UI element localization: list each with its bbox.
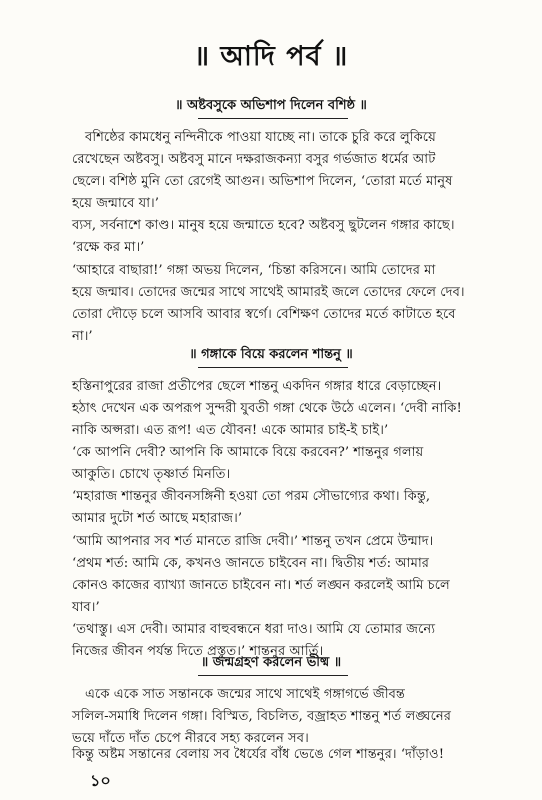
paragraph-line: সলিল-সমাধি দিলেন গঙ্গা। বিস্মিত, বিচলিত, বজ্রাহত শান্তনু শর্ত লঙ্ঘনের — [72, 709, 452, 724]
paragraph-line: ‘প্রথম শর্ত: আমি কে, কখনও জানতে চাইবেন না। দ্বিতীয় শর্ত: আমার — [72, 556, 430, 571]
paragraph-line: হস্তিনাপুরের রাজা প্রতীপের ছেলে শান্তনু একদিন গঙ্গার ধারে বেড়াচ্ছেন। — [72, 379, 442, 394]
paragraph-line: কোনও কাজের ব্যাখ্যা জানতে চাইবেন না। শর্ত লঙ্ঘন করলেই আমি চলে — [72, 578, 450, 593]
paragraph-line: ভয়ে দাঁতে দাঁত চেপে নীরবে সহ্য করলেন সব। — [72, 731, 309, 746]
paragraph-line: হঠাৎ দেখেন এক অপরূপ সুন্দরী যুবতী গঙ্গা থেকে উঠে এলেন। ‘দেবী নাকি! — [72, 401, 462, 416]
paragraph-line: নাকি অপ্সরা। এত রূপ! এত যৌবন! একে আমার চাই-ই চাই।’ — [72, 423, 389, 438]
section-title: ॥ গঙ্গাকে বিয়ে করলেন শান্তনু ॥ — [189, 347, 353, 362]
paragraph-line: হয়ে জন্মাবে যা।’ — [72, 196, 159, 211]
paragraph-line: নিজের জীবন পর্যন্ত দিতে প্রস্তুত।’ শান্তনুর আর্তি। — [72, 644, 324, 659]
paragraph-line: ছেলে। বশিষ্ঠ মুনি তো রেগেই আগুন। অভিশাপ দিলেন, ‘তোরা মর্তে মানুষ — [72, 174, 453, 189]
paragraph-line: তোরা দৌড়ে চলে আসবি আবার স্বর্গে। বেশিক্ষণ তোদের মর্তে কাটাতে হবে — [72, 307, 456, 322]
paragraph-line: আমার দুটো শর্ত আছে মহারাজ।’ — [72, 511, 243, 526]
paragraph-line: ‘তথাস্তু। এস দেবী। আমার বাহুবন্ধনে ধরা দাও। আমি যে তোমার জন্যে — [72, 622, 436, 637]
paragraph-line: ‘কে আপনি দেবী? আপনি কি আমাকে বিয়ে করবেন?’ শান্তনুর গলায় — [72, 445, 424, 460]
page-number: ১০ — [90, 771, 111, 790]
section-title: ॥ জন্মগ্রহণ করলেন ভীষ্ম ॥ — [200, 655, 342, 670]
paragraph-line: যাব।’ — [72, 600, 100, 615]
paragraph-line: একে একে সাত সন্তানকে জন্মের সাথে সাথেই গঙ্গাগর্ভে জীবন্ত — [85, 687, 406, 702]
paragraph-line: বশিষ্ঠের কামধেনু নন্দিনীকে পাওয়া যাচ্ছে না। তাকে চুরি করে লুকিয়ে — [85, 130, 436, 145]
paragraph-line: ‘আমি আপনার সব শর্ত মানতে রাজি দেবী।’ শান্তনু তখন প্রেমে উন্মাদ। — [72, 534, 434, 549]
chapter-title: ॥ আদি পর্ব ॥ — [193, 41, 349, 72]
paragraph-line: রেখেছেন অষ্টবসু। অষ্টবসু মানে দক্ষরাজকন্যা বসুর গর্ভজাত ধর্মের আট — [72, 152, 436, 167]
section-divider — [198, 675, 348, 676]
section-divider — [198, 118, 348, 119]
section-divider — [198, 367, 348, 368]
paragraph-line: ‘রক্ষে কর মা।’ — [72, 240, 145, 255]
paragraph-line: আকুতি। চোখে তৃষ্ণার্ত মিনতি। — [72, 467, 231, 482]
section-title: ॥ অষ্টবসুকে অভিশাপ দিলেন বশিষ্ঠ ॥ — [175, 98, 367, 113]
paragraph-line: না।’ — [72, 329, 93, 344]
paragraph-line: কিন্তু অষ্টম সন্তানের বেলায় সব ধৈর্যের বাঁধ ভেঙে গেল শান্তনুর। ‘দাঁড়াও! — [72, 747, 445, 762]
paragraph-line: ‘আহারে বাছারা!’ গঙ্গা অভয় দিলেন, ‘চিন্তা করিসনে। আমি তোদের মা — [72, 263, 436, 278]
paragraph-line: হয়ে জন্মাব। তোদের জন্মের সাথে সাথেই আমারই জলে তোদের ফেলে দেব। — [72, 285, 465, 300]
paragraph-line: ‘মহারাজ শান্তনুর জীবনসঙ্গিনী হওয়া তো পরম সৌভাগ্যের কথা। কিন্তু, — [72, 489, 431, 504]
paragraph-line: ব্যস, সর্বনাশে কাণ্ড। মানুষ হয়ে জন্মাতে হবে? অষ্টবসু ছুটলেন গঙ্গার কাছে। — [72, 218, 455, 233]
